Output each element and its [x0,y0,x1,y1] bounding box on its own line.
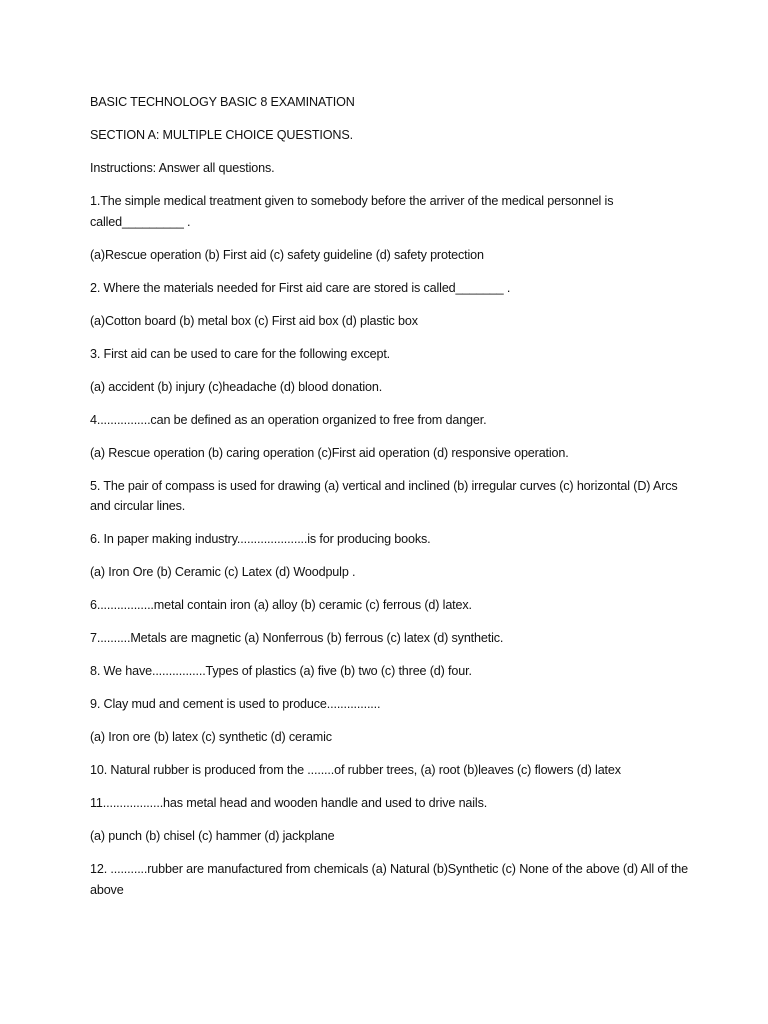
question-12: 12. ...........rubber are manufactured from chemicals (a) Natural (b)Synthetic (c) None of the above (d) All of the above [90,862,689,897]
question-1: 1.The simple medical treatment given to somebody before the arriver of the medical personnel is called_________ . [90,194,614,229]
question-10: 10. Natural rubber is produced from the ........of rubber trees, (a) root (b)leaves (c) flowers (d) latex [90,763,621,777]
question-11: 11..................has metal head and wooden handle and used to drive nails. [90,796,488,810]
question-3-options: (a) accident (b) injury (c)headache (d) blood donation. [90,379,383,394]
question-8: 8. We have................Types of plastics (a) five (b) two (c) three (d) four. [90,664,472,678]
question-9: 9. Clay mud and cement is used to produce................ [90,697,381,711]
section-heading: SECTION A: MULTIPLE CHOICE QUESTIONS. [90,128,353,142]
question-6-options: (a) Iron Ore (b) Ceramic (c) Latex (d) Woodpulp . [90,565,356,579]
question-4: 4................can be defined as an operation organized to free from danger. [90,412,487,427]
question-3: 3. First aid can be used to care for the following except. [90,346,391,361]
question-7: 7..........Metals are magnetic (a) Nonferrous (b) ferrous (c) latex (d) synthetic. [90,631,504,645]
question-2-options: (a)Cotton board (b) metal box (c) First aid box (d) plastic box [90,313,418,328]
question-5: 5. The pair of compass is used for drawing (a) vertical and inclined (b) irregular curves (c) horizontal (D) Arcs and circular lines. [90,478,678,513]
exam-title: BASIC TECHNOLOGY BASIC 8 EXAMINATION [90,95,355,109]
question-4-options: (a) Rescue operation (b) caring operation (c)First aid operation (d) responsive operation. [90,445,569,460]
instructions: Instructions: Answer all questions. [90,161,275,175]
question-11-options: (a) punch (b) chisel (c) hammer (d) jackplane [90,829,335,843]
exam-content [90,92,690,913]
question-2: 2. Where the materials needed for First aid care are stored is called_______ . [90,280,511,295]
question-6b: 6.................metal contain iron (a) alloy (b) ceramic (c) ferrous (d) latex. [90,598,472,612]
question-1-options: (a)Rescue operation (b) First aid (c) safety guideline (d) safety protection [90,247,484,262]
question-6: 6. In paper making industry.....................is for producing books. [90,532,431,546]
question-9-options: (a) Iron ore (b) latex (c) synthetic (d) ceramic [90,730,332,744]
